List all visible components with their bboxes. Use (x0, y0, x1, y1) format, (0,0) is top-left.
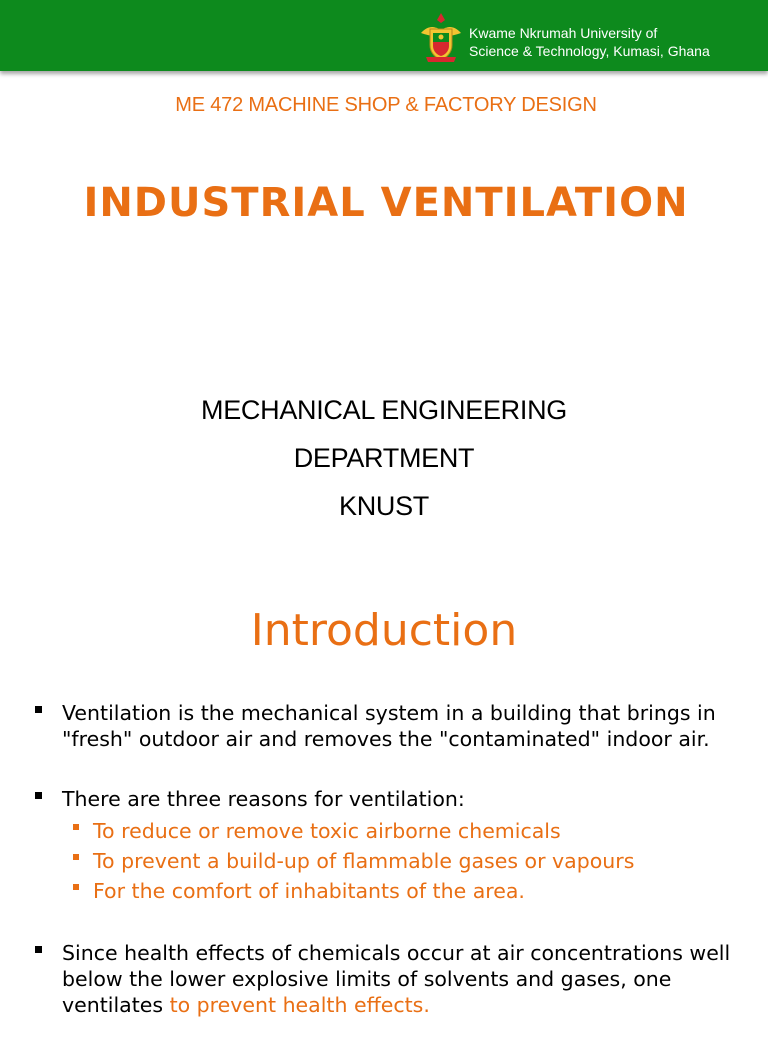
bullet-text: There are three reasons for ventilation: (62, 787, 465, 811)
document-title: INDUSTRIAL VENTILATION (83, 180, 689, 226)
bullet-item (34, 700, 744, 752)
bullet-text: Since health effects of chemicals occur at air concentrations well below the lower explosive limits of solvents and gases, one ventilates (62, 941, 731, 1017)
university-name (469, 24, 710, 60)
sub-bullet-item: For the comfort of inhabitants of the area. (62, 876, 744, 906)
sub-bullet-item: To prevent a build-up of flammable gases or vapours (62, 846, 744, 876)
department-line2: DEPARTMENT (293, 443, 475, 473)
course-title: ME 472 MACHINE SHOP & FACTORY DESIGN (175, 94, 597, 116)
department-line1: MECHANICAL ENGINEERING (201, 395, 567, 425)
section-heading: Introduction (250, 605, 518, 656)
bullet-list (34, 700, 744, 1052)
bullet-item (34, 940, 744, 1018)
bullet-text: Ventilation is the mechanical system in a building that brings in "fresh" outdoor air and removes the "contaminated" indoor air. (62, 701, 716, 751)
university-name-line1: Kwame Nkrumah University of (469, 25, 658, 41)
department-line3: KNUST (338, 491, 429, 521)
header-bar (0, 0, 768, 71)
sub-bullet-list (62, 816, 744, 906)
department-block (0, 386, 768, 530)
sub-bullet-item: To reduce or remove toxic airborne chemicals (62, 816, 744, 846)
university-name-line2: Science & Technology, Kumasi, Ghana (469, 43, 710, 59)
bullet-item (34, 786, 744, 906)
highlighted-text: to prevent health effects. (169, 993, 430, 1017)
university-crest-icon (418, 11, 464, 65)
